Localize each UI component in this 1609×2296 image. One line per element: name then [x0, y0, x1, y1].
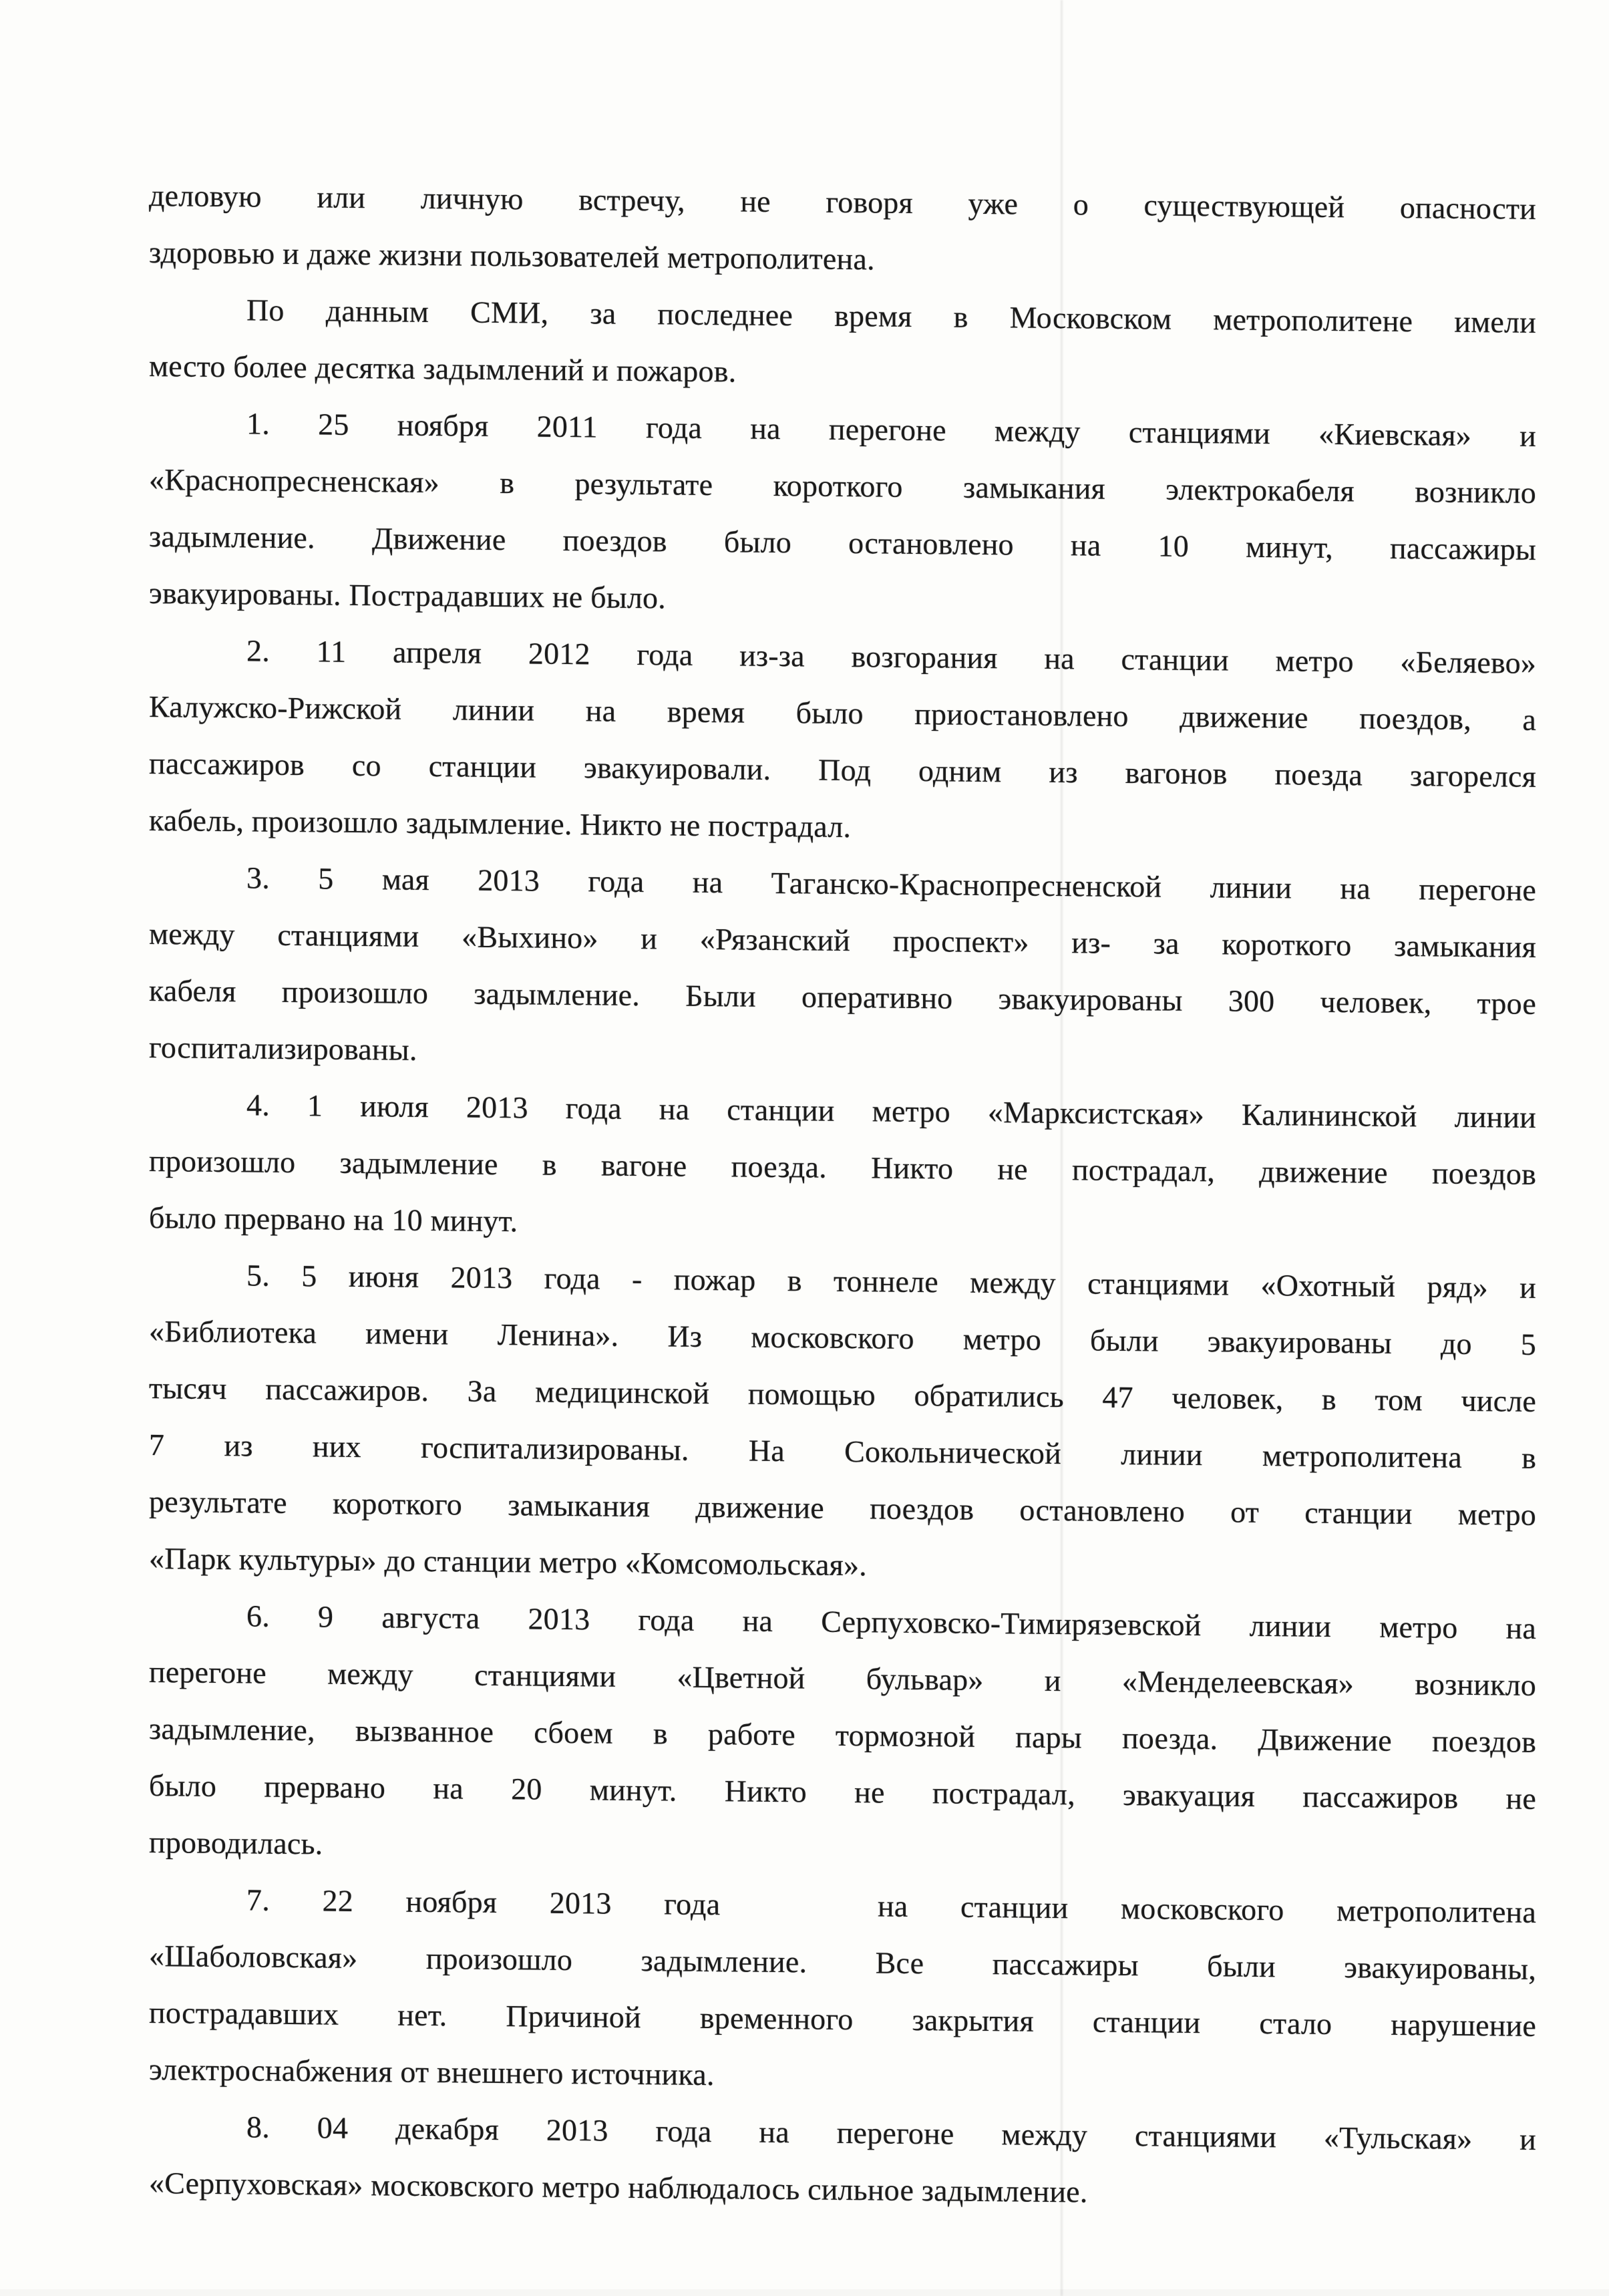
text-line: «Библиотека имени Ленина». Из московского метро были эвакуированы до 5	[149, 1314, 1536, 1361]
text-line: 6. 9 августа 2013 года на Серпуховско-Тимирязевской линии метро на	[246, 1599, 1536, 1645]
text-line: эвакуированы. Пострадавших не было.	[149, 576, 666, 615]
text-line: 8. 04 декабря 2013 года на перегоне между станциями «Тульская» и	[246, 2110, 1536, 2156]
paragraph	[149, 1587, 1536, 1884]
text-line: задымление. Движение поездов было остановлено на 10 минут, пассажиры	[149, 519, 1536, 566]
paragraph	[149, 2098, 1536, 2225]
text-line: пассажиров со станции эвакуировали. Под одним из вагонов поезда загорелся	[149, 746, 1536, 794]
text-line: 5. 5 июня 2013 года - пожар в тоннеле между станциями «Охотный ряд» и	[246, 1258, 1536, 1305]
text-line: «Парк культуры» до станции метро «Комсомольская».	[149, 1541, 867, 1583]
text-line: «Серпуховская» московского метро наблюдалось сильное задымление.	[149, 2166, 1088, 2209]
text-line: 3. 5 мая 2013 года на Таганско-Краснопресненской линии на перегоне	[246, 860, 1536, 907]
document-text-block	[149, 167, 1536, 2225]
text-line: тысяч пассажиров. За медицинской помощью обратились 47 человек, в том числе	[149, 1371, 1536, 1418]
text-line: кабель, произошло задымление. Никто не пострадал.	[149, 803, 852, 844]
text-line: было прервано на 10 минут.	[149, 1200, 518, 1239]
text-line: результате короткого замыкания движение поездов остановлено от станции метро	[149, 1484, 1536, 1532]
text-line: 4. 1 июля 2013 года на станции метро «Марксистская» Калининской линии	[246, 1088, 1536, 1134]
text-line: По данным СМИ, за последнее время в Московском метрополитене имели	[246, 293, 1536, 339]
paragraph	[149, 281, 1536, 407]
paragraph	[149, 167, 1536, 294]
text-line: произошло задымление в вагоне поезда. Никто не пострадал, движение поездов	[149, 1144, 1536, 1191]
scan-bottom-shadow	[0, 2289, 1609, 2296]
text-line: электроснабжения от внешнего источника.	[149, 2052, 715, 2092]
text-line: между станциями «Выхино» и «Рязанский проспект» из- за короткого замыкания	[149, 917, 1536, 964]
text-line: «Краснопресненская» в результате короткого замыкания электрокабеля возникло	[149, 462, 1536, 510]
text-line: перегоне между станциями «Цветной бульвар» и «Менделеевская» возникло	[149, 1655, 1536, 1702]
text-line: «Шаболовская» произошло задымление. Все пассажиры были эвакуированы,	[149, 1939, 1536, 1986]
text-line: деловую или личную встречу, не говоря уже о существующей опасности	[149, 178, 1536, 226]
text-line: Калужско-Рижской линии на время было приостановлено движение поездов, а	[149, 689, 1536, 737]
text-line: здоровью и даже жизни пользователей метрополитена.	[149, 235, 875, 277]
text-line: 1. 25 ноября 2011 года на перегоне между станциями «Киевская» и	[246, 406, 1536, 453]
text-line: госпитализированы.	[149, 1030, 417, 1067]
text-line: 7 из них госпитализированы. На Сокольнической линии метрополитена в	[149, 1428, 1536, 1475]
paragraph	[149, 1076, 1536, 1259]
paragraph	[149, 621, 1536, 862]
text-line: было прервано на 20 минут. Никто не пострадал, эвакуация пассажиров не	[149, 1768, 1536, 1816]
text-line: 7. 22 ноября 2013 года на станции московского метрополитена	[246, 1882, 1536, 1929]
paragraph	[149, 848, 1536, 1089]
text-line: кабеля произошло задымление. Были оперативно эвакуированы 300 человек, трое	[149, 973, 1536, 1021]
text-line: 2. 11 апреля 2012 года из-за возгорания на станции метро «Беляево»	[246, 633, 1536, 680]
text-line: пострадавших нет. Причиной временного закрытия станции стало нарушение	[149, 1995, 1536, 2043]
text-line: место более десятка задымлений и пожаров.	[149, 349, 737, 389]
paragraph	[149, 1870, 1536, 2111]
text-line: задымление, вызванное сбоем в работе тормозной пары поезда. Движение поездов	[149, 1711, 1536, 1759]
paragraph	[149, 394, 1536, 635]
text-line: проводилась.	[149, 1825, 323, 1861]
paragraph	[149, 1246, 1536, 1600]
